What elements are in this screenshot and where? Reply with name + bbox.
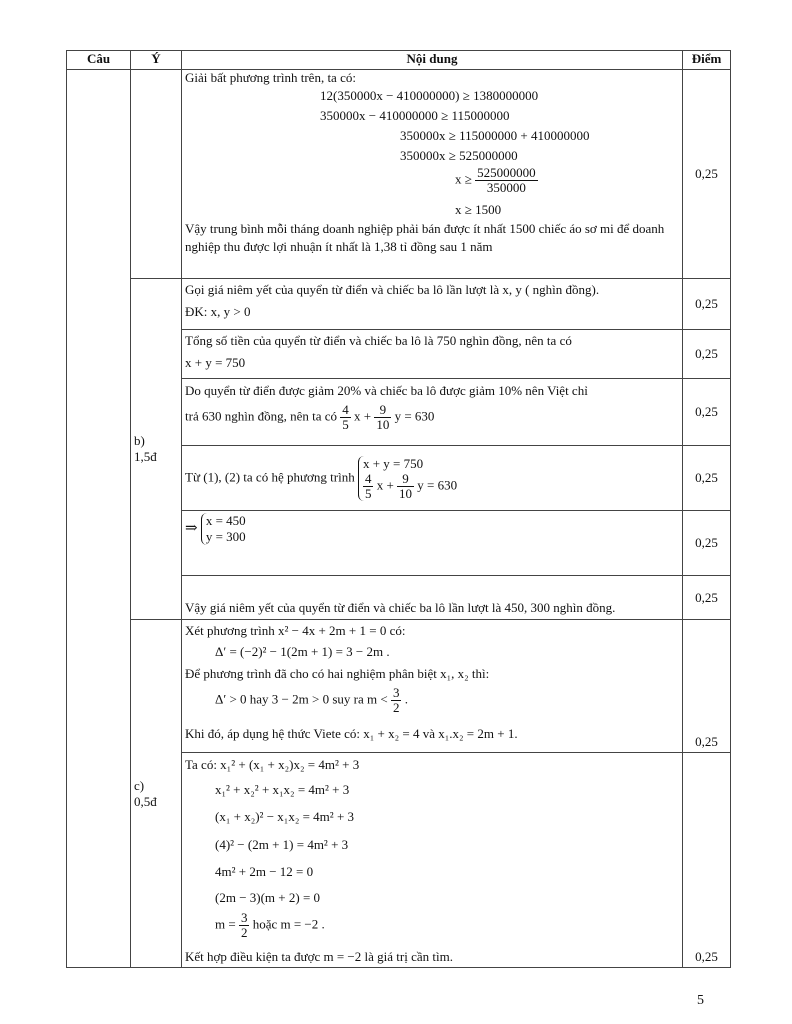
part-b-label: b): [134, 433, 145, 448]
header-diem: Điểm: [683, 51, 731, 70]
c2-line7: [185, 911, 679, 947]
y-cell-b: [131, 279, 182, 620]
score-b1: 0,25: [683, 279, 731, 330]
content-c1: [182, 620, 683, 753]
a-conclusion: Vậy trung bình mỗi tháng doanh nghiệp phải bán được ít nhất 1500 chiếc áo sơ mi để doanh nghiệp thu được lợi nhuận ít nhất là 1,38 tỉ đồng sau 1 năm: [185, 221, 665, 254]
a-intro: Giải bất phương trình trên, ta có:: [185, 70, 356, 85]
page-number: 5: [697, 993, 704, 1008]
b4-mid: x +: [376, 476, 394, 492]
c2-line7-end: hoặc m = −2 .: [252, 916, 325, 932]
score-c1: 0,25: [683, 620, 731, 753]
a-fraction-num: 525000000: [477, 165, 536, 180]
content-b1: [182, 279, 683, 330]
c1-frac: [391, 686, 402, 715]
c1-line3: Để phương trình đã cho có hai nghiệm phân biệt x₁, x₂ thì:: [185, 666, 490, 681]
b4-eq1: x + y = 750: [362, 455, 424, 471]
c2-line3: (x₁ + x₂)² − x₁x₂ = 4m² + 3: [215, 809, 355, 824]
b4-frac1-den: 5: [364, 485, 372, 501]
c1-line4-left: Δ′ > 0 hay 3 − 2m > 0 suy ra m <: [215, 691, 388, 707]
b3-frac1-den: 5: [342, 417, 349, 432]
score-b4: 0,25: [683, 446, 731, 511]
header-y: Ý: [131, 51, 182, 70]
answer-table: [66, 50, 731, 968]
b4-frac1-num: 4: [364, 470, 372, 486]
b4-system: [358, 456, 457, 501]
content-c2: [182, 753, 683, 968]
header-row: [67, 51, 731, 70]
c1-line1: Xét phương trình x² − 4x + 2m + 1 = 0 có:: [185, 623, 406, 638]
c2-line2: x₁² + x₂² + x₁x₂ = 4m² + 3: [215, 782, 350, 797]
b4-frac2: [397, 472, 414, 501]
c1-line2: Δ′ = (−2)² − 1(2m + 1) = 3 − 2m .: [215, 644, 390, 659]
b1-text2: ĐK: x, y > 0: [185, 304, 251, 319]
c2-line8: Kết hợp điều kiện ta được m = −2 là giá trị cần tìm.: [185, 949, 453, 964]
part-c-label: c): [134, 777, 145, 793]
c2-frac: [239, 911, 250, 940]
b5-eq1: x = 450: [205, 513, 246, 528]
header-noidung: Nội dung: [182, 51, 683, 70]
b5-system: [201, 513, 246, 545]
score-c2: 0,25: [683, 753, 731, 968]
cau-cell: [67, 70, 131, 968]
b5-eq2: y = 300: [205, 529, 246, 544]
a-line6: x ≥ 1500: [455, 202, 502, 217]
content-b5: [182, 511, 683, 576]
content-b2: [182, 330, 683, 379]
b1-text1: Gọi giá niêm yết của quyển từ điển và chiếc ba lô lần lượt là x, y ( nghìn đồng).: [185, 282, 600, 297]
y-cell-a: [131, 70, 182, 279]
score-b5: 0,25: [683, 511, 731, 576]
a-fraction-den: 350000: [486, 180, 526, 195]
content-a: [182, 70, 683, 279]
b3-frac1-num: 4: [342, 402, 349, 417]
b3-end: y = 630: [394, 408, 435, 424]
c1-line5: Khi đó, áp dụng hệ thức Viete có: x₁ + x₂ = 4 và x₁.x₂ = 2m + 1.: [185, 726, 518, 741]
a-line5-left: x ≥: [455, 171, 472, 187]
b4-eq2: [363, 472, 457, 501]
a-line4: 350000x ≥ 525000000: [400, 148, 518, 163]
a-line1: 12(350000x − 410000000) ≥ 1380000000: [320, 88, 539, 103]
b3-text2: trả 630 nghìn đồng, nên ta có: [185, 408, 337, 424]
c2-line5: 4m² + 2m − 12 = 0: [215, 864, 314, 879]
a-line5: [185, 166, 679, 200]
content-b6: Vậy giá niêm yết của quyển từ điển và chiếc ba lô lần lượt là 450, 300 nghìn đồng.: [182, 576, 683, 620]
b3-mid: x +: [354, 408, 372, 424]
b4-end: y = 630: [417, 476, 458, 492]
b3-frac1: [340, 403, 351, 432]
score-b6: 0,25: [683, 576, 731, 620]
b3-frac2-den: 10: [376, 417, 390, 432]
c1-frac-den: 2: [392, 700, 400, 715]
b3-text1: Do quyển từ điển được giảm 20% và chiếc ba lô được giảm 10% nên Việt chỉ: [185, 383, 588, 398]
header-cau: Câu: [67, 51, 131, 70]
b4-text: Từ (1), (2) ta có hệ phương trình: [185, 468, 355, 484]
b4-frac2-num: 9: [397, 472, 414, 487]
content-b4: [182, 446, 683, 511]
b3-frac2-num: 9: [374, 403, 391, 418]
part-b-points: 1,5đ: [134, 449, 157, 464]
score-a: 0,25: [683, 70, 731, 279]
row-b1: [67, 279, 731, 330]
y-cell-c: [131, 620, 182, 968]
row-c1: [67, 620, 731, 753]
content-b3: [182, 379, 683, 446]
c2-line1: Ta có: x₁² + (x₁ + x₂)x₂ = 4m² + 3: [185, 757, 360, 772]
score-b3: 0,25: [683, 379, 731, 446]
score-b2: 0,25: [683, 330, 731, 379]
c2-frac-num: 3: [240, 910, 248, 925]
a-fraction: [475, 166, 538, 195]
c2-line7-left: m =: [215, 916, 236, 932]
b3-line2: [185, 403, 679, 432]
row-a-solution: [67, 70, 731, 279]
part-c-points: 0,5đ: [134, 793, 157, 809]
a-line2: 350000x − 410000000 ≥ 115000000: [320, 108, 510, 123]
b3-frac2: [374, 403, 391, 432]
arrow-icon: ⇒: [185, 520, 198, 537]
c1-line4: [185, 686, 679, 724]
b2-text1: Tổng số tiền của quyển từ điển và chiếc ba lô là 750 nghìn đồng, nên ta có: [185, 333, 572, 348]
c2-line4: (4)² − (2m + 1) = 4m² + 3: [215, 837, 349, 852]
c1-line4-end: .: [404, 691, 408, 707]
b4-frac2-den: 10: [399, 485, 413, 501]
c2-frac-den: 2: [240, 925, 248, 940]
c1-frac-num: 3: [392, 685, 400, 700]
b4-frac1: [363, 472, 374, 501]
b2-text2: x + y = 750: [185, 355, 246, 370]
a-line3: 350000x ≥ 115000000 + 410000000: [400, 128, 590, 143]
c2-line6: (2m − 3)(m + 2) = 0: [215, 890, 321, 905]
